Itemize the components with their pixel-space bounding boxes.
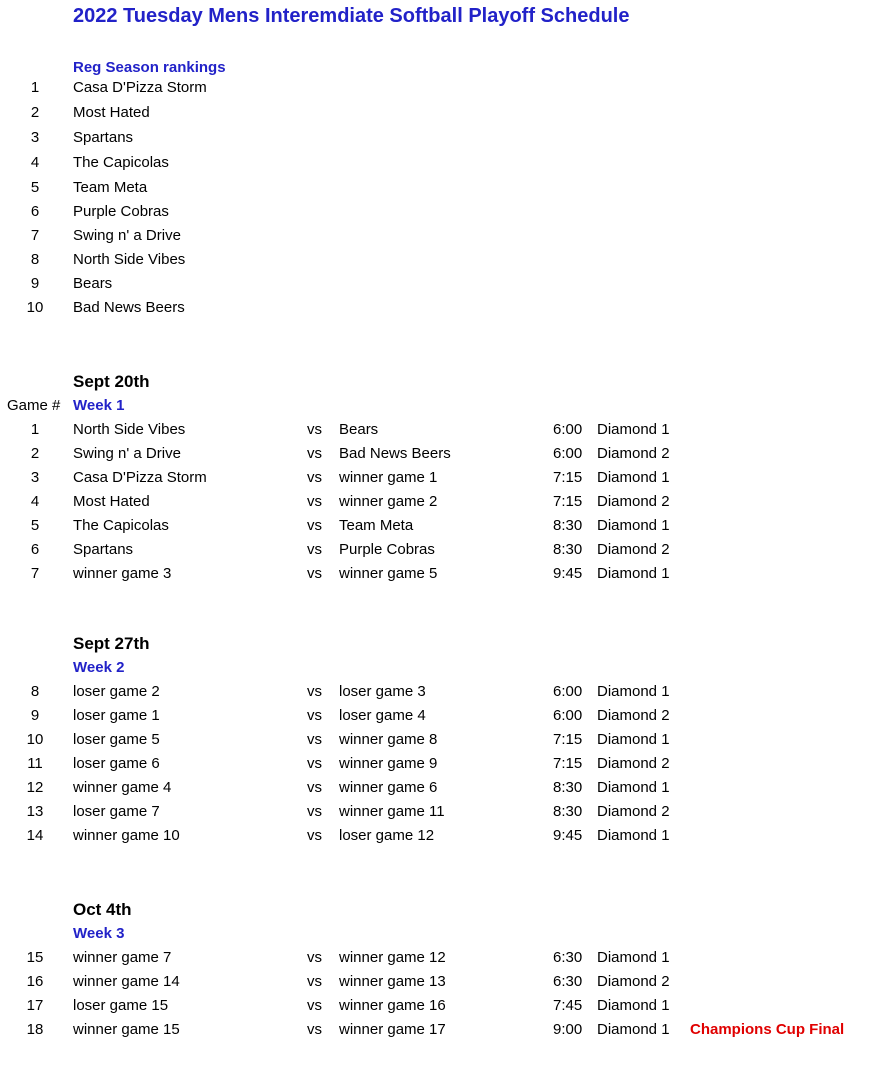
rank-team-name: The Capicolas: [73, 154, 169, 171]
away-team: winner game 17: [339, 1021, 446, 1038]
game-note: Champions Cup Final: [690, 1021, 845, 1038]
game-number: 10: [26, 731, 44, 748]
game-time: 7:15: [553, 731, 583, 748]
week-label: Week 3: [73, 925, 125, 942]
game-field: Diamond 1: [597, 731, 670, 748]
game-number: 3: [30, 469, 40, 486]
rank-number: 10: [26, 299, 44, 316]
versus-label: vs: [307, 421, 322, 438]
versus-label: vs: [307, 565, 322, 582]
rank-team-name: North Side Vibes: [73, 251, 186, 268]
week-date-heading: Sept 20th: [73, 372, 150, 391]
game-number: 4: [30, 493, 40, 510]
week-date-heading: Sept 27th: [73, 634, 150, 653]
game-field: Diamond 1: [597, 949, 670, 966]
away-team: loser game 3: [339, 683, 426, 700]
home-team: winner game 4: [73, 779, 172, 796]
game-time: 8:30: [553, 517, 583, 534]
home-team: Casa D'Pizza Storm: [73, 469, 207, 486]
home-team: loser game 7: [73, 803, 160, 820]
rank-team-name: Swing n' a Drive: [73, 227, 181, 244]
away-team: Bears: [339, 421, 379, 438]
game-field: Diamond 2: [597, 973, 670, 990]
game-time: 7:15: [553, 493, 583, 510]
rank-team-name: Purple Cobras: [73, 203, 169, 220]
game-number: 17: [26, 997, 44, 1014]
versus-label: vs: [307, 949, 322, 966]
game-number: 11: [27, 755, 43, 772]
game-field: Diamond 1: [597, 997, 670, 1014]
away-team: winner game 8: [339, 731, 438, 748]
home-team: loser game 1: [73, 707, 160, 724]
rank-number: 9: [30, 275, 40, 292]
versus-label: vs: [307, 707, 322, 724]
rank-team-name: Team Meta: [73, 179, 148, 196]
home-team: Swing n' a Drive: [73, 445, 181, 462]
rank-number: 3: [30, 129, 40, 146]
away-team: winner game 2: [339, 493, 438, 510]
game-number-header: Game #: [7, 397, 61, 414]
game-field: Diamond 1: [597, 1021, 670, 1038]
week-date-heading: Oct 4th: [73, 900, 132, 919]
game-number: 15: [26, 949, 44, 966]
away-team: Purple Cobras: [339, 541, 435, 558]
game-time: 8:30: [553, 779, 583, 796]
game-time: 8:30: [553, 803, 583, 820]
versus-label: vs: [307, 493, 322, 510]
game-field: Diamond 2: [597, 755, 670, 772]
week-label: Week 2: [73, 659, 125, 676]
home-team: The Capicolas: [73, 517, 169, 534]
game-field: Diamond 2: [597, 707, 670, 724]
home-team: North Side Vibes: [73, 421, 186, 438]
home-team: winner game 15: [73, 1021, 180, 1038]
rank-number: 8: [30, 251, 40, 268]
versus-label: vs: [307, 683, 322, 700]
game-field: Diamond 2: [597, 445, 670, 462]
versus-label: vs: [307, 731, 322, 748]
rank-number: 2: [30, 104, 40, 121]
game-time: 8:30: [553, 541, 583, 558]
versus-label: vs: [307, 779, 322, 796]
game-field: Diamond 1: [597, 565, 670, 582]
game-number: 5: [30, 517, 40, 534]
rank-number: 4: [30, 154, 40, 171]
game-number: 6: [30, 541, 40, 558]
versus-label: vs: [307, 1021, 322, 1038]
home-team: winner game 3: [73, 565, 172, 582]
game-field: Diamond 2: [597, 803, 670, 820]
game-field: Diamond 2: [597, 541, 670, 558]
versus-label: vs: [307, 755, 322, 772]
away-team: winner game 9: [339, 755, 438, 772]
game-number: 18: [26, 1021, 44, 1038]
game-number: 14: [26, 827, 44, 844]
rankings-heading: Reg Season rankings: [73, 59, 226, 76]
rank-team-name: Bears: [73, 275, 113, 292]
game-number: 9: [30, 707, 40, 724]
game-time: 6:00: [553, 707, 583, 724]
away-team: winner game 13: [339, 973, 446, 990]
rank-number: 7: [30, 227, 40, 244]
versus-label: vs: [307, 827, 322, 844]
game-field: Diamond 1: [597, 827, 670, 844]
game-time: 7:15: [553, 755, 583, 772]
game-field: Diamond 1: [597, 683, 670, 700]
home-team: loser game 2: [73, 683, 160, 700]
home-team: loser game 6: [73, 755, 160, 772]
game-number: 13: [26, 803, 44, 820]
game-time: 6:00: [553, 445, 583, 462]
away-team: winner game 5: [339, 565, 438, 582]
home-team: Spartans: [73, 541, 134, 558]
rank-team-name: Most Hated: [73, 104, 150, 121]
rank-team-name: Spartans: [73, 129, 134, 146]
versus-label: vs: [307, 541, 322, 558]
away-team: loser game 4: [339, 707, 426, 724]
game-field: Diamond 1: [597, 469, 670, 486]
away-team: winner game 1: [339, 469, 438, 486]
away-team: winner game 12: [339, 949, 446, 966]
game-field: Diamond 1: [597, 779, 670, 796]
away-team: loser game 12: [339, 827, 435, 844]
game-field: Diamond 1: [597, 517, 670, 534]
game-time: 9:45: [553, 565, 583, 582]
game-time: 6:30: [553, 973, 583, 990]
away-team: winner game 11: [339, 803, 445, 820]
home-team: winner game 7: [73, 949, 172, 966]
game-number: 12: [26, 779, 44, 796]
away-team: winner game 16: [339, 997, 446, 1014]
versus-label: vs: [307, 973, 322, 990]
home-team: loser game 5: [73, 731, 160, 748]
game-number: 1: [30, 421, 40, 438]
rank-number: 5: [30, 179, 40, 196]
game-time: 7:15: [553, 469, 583, 486]
game-time: 6:00: [553, 683, 583, 700]
game-time: 6:00: [553, 421, 583, 438]
versus-label: vs: [307, 445, 322, 462]
versus-label: vs: [307, 997, 322, 1014]
game-field: Diamond 1: [597, 421, 670, 438]
rank-team-name: Bad News Beers: [73, 299, 185, 316]
rank-number: 1: [30, 79, 40, 96]
away-team: winner game 6: [339, 779, 438, 796]
away-team: Team Meta: [339, 517, 414, 534]
game-field: Diamond 2: [597, 493, 670, 510]
rank-number: 6: [30, 203, 40, 220]
versus-label: vs: [307, 469, 322, 486]
game-time: 7:45: [553, 997, 583, 1014]
home-team: Most Hated: [73, 493, 150, 510]
game-time: 6:30: [553, 949, 583, 966]
week-label: Week 1: [73, 397, 125, 414]
game-time: 9:00: [553, 1021, 583, 1038]
home-team: winner game 14: [73, 973, 180, 990]
page-title: 2022 Tuesday Mens Interemdiate Softball Playoff Schedule: [73, 5, 630, 27]
game-time: 9:45: [553, 827, 583, 844]
game-number: 7: [30, 565, 40, 582]
away-team: Bad News Beers: [339, 445, 451, 462]
versus-label: vs: [307, 517, 322, 534]
home-team: winner game 10: [73, 827, 180, 844]
game-number: 16: [26, 973, 44, 990]
home-team: loser game 15: [73, 997, 169, 1014]
rank-team-name: Casa D'Pizza Storm: [73, 79, 207, 96]
game-number: 8: [30, 683, 40, 700]
game-number: 2: [30, 445, 40, 462]
versus-label: vs: [307, 803, 322, 820]
